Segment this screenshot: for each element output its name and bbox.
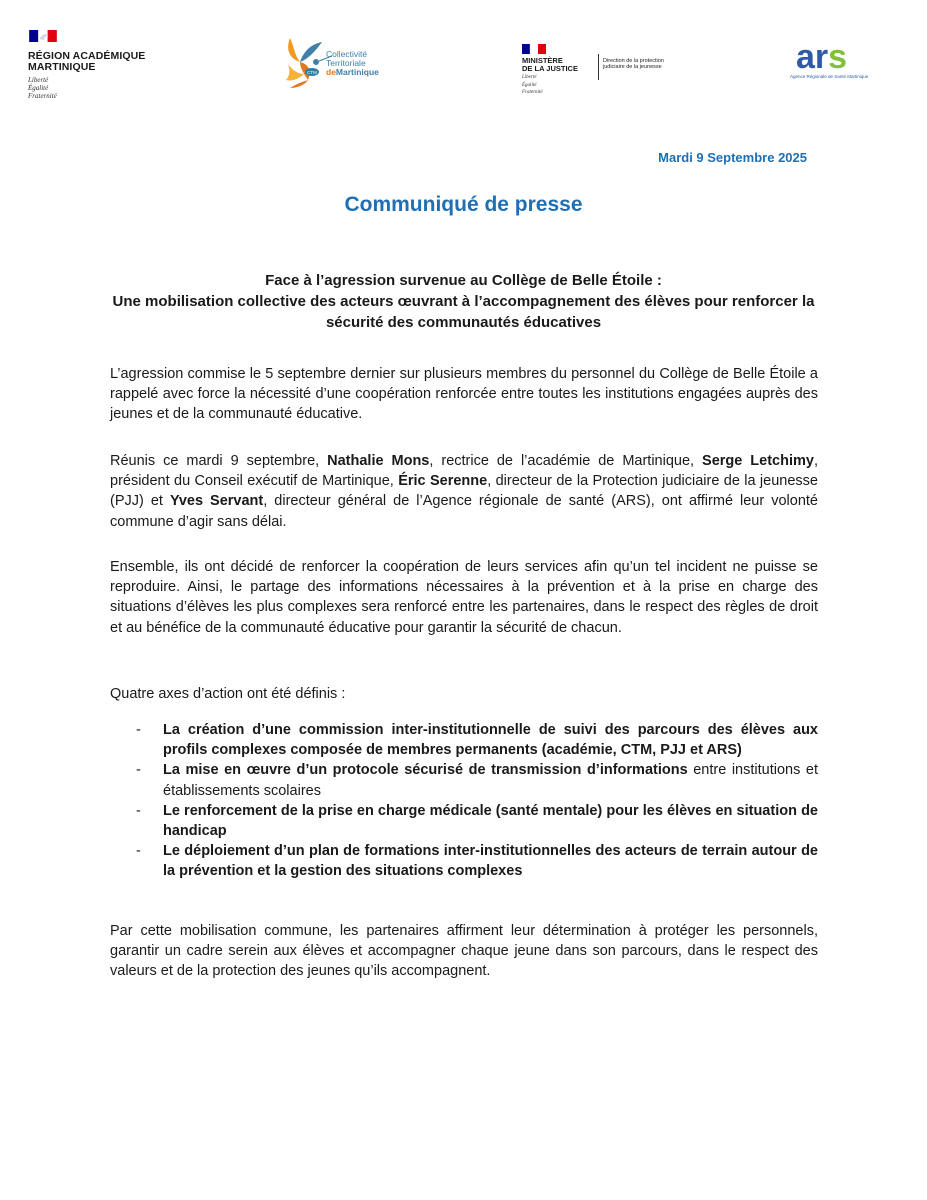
ars-subtitle: Agence Régionale de Santé Martinique [790,74,869,79]
axis-2-bold: La mise en œuvre d’un protocole sécurisé de transmission d’informations [163,762,688,779]
motto-fraternite: Fraternité [28,92,57,100]
region-logo-line1: RÉGION ACADÉMIQUE [28,50,146,62]
bullet-dash: - [136,843,141,860]
justice-motto-liberte: Liberté [522,75,537,80]
justice-logo-line2: DE LA JUSTICE [522,64,578,73]
paragraph-4: Quatre axes d’action ont été définis : [110,686,346,702]
paragraph-2 [110,451,818,532]
ars-letter-s: s [828,38,848,76]
ars-logo [786,40,876,90]
p2-text-5: , directeur général de l’Agence régionale de santé (ARS), ont affirmé leur volonté commune d’agir sans délai. [110,493,818,530]
motto-liberte: Liberté [28,76,49,84]
press-release-date: Mardi 9 Septembre 2025 [658,150,807,165]
justice-motto-egalite: Égalité [522,82,537,88]
axis-3-bold: Le renforcement de la prise en charge médicale (santé mentale) pour les élèves en situation de handicap [163,802,818,840]
ctm-logo-text [326,50,379,77]
paragraph-5: Par cette mobilisation commune, les partenaires affirment leur détermination à protéger les personnels, garantir un cadre serein aux élèves et accompagner chaque jeune dans son parcours, dans le respect des valeurs et de la protection des jeunes qu’ils accompagnent. [110,923,818,980]
ctm-logo [282,34,392,92]
ctm-de: de [326,67,336,77]
ars-wordmark [796,40,847,74]
headline-line1: Face à l’agression survenue au Collège de Belle Étoile : [265,272,662,289]
region-logo-line2: MARTINIQUE [28,61,96,73]
list-item [110,841,818,881]
axis-4-bold: Le déploiement d’un plan de formations inter-institutionnelles des acteurs de terrain autour de la prévention et la gestion des situations complexes [163,843,818,880]
ctm-line3: Martinique [335,67,379,77]
ctm-line1: Collectivité [326,49,368,59]
headline [100,270,827,333]
p2-text-2: , rectrice de l’académie de Martinique, [429,453,703,469]
ctm-line2: Territoriale [326,58,366,68]
list-item [110,760,818,800]
name-serge-letchimy: Serge Letchimy [702,453,814,469]
axis-2-rest: entre institutions et établissements scolaires [163,762,818,799]
justice-logo-line1: MINISTÈRE [522,56,563,65]
axis-1-bold: La création d’une commission inter-institutionnelle de suivi des parcours des élèves aux profils complexes composée de membres permanents (académie, CTM, PJJ et ARS) [163,722,818,759]
p2-text-1: Réunis ce mardi 9 septembre, [110,453,328,469]
marianne-flag-icon [28,30,58,42]
motto-egalite: Égalité [28,84,49,92]
marianne-flag-icon [522,44,546,54]
paragraph-1: L’agression commise le 5 septembre dernier sur plusieurs membres du personnel du Collège de Belle Étoile a rappelé avec force la nécessité d’une coopération renforcée entre toutes les institutions engagées auprès des jeunes et de la communauté éducative. [110,366,818,423]
action-axes-list [110,720,818,882]
headline-line2: Une mobilisation collective des acteurs œuvrant à l’accompagnement des élèves pour renforcer la sécurité des communautés éducatives [112,293,815,331]
justice-motto-fraternite: Fraternité [522,90,543,95]
ctm-badge: CTM [307,70,317,75]
name-yves-servant: Yves Servant [169,493,264,510]
p2-text-3: , président du Conseil exécutif de Martinique, [110,453,818,490]
logo-divider [598,54,599,80]
paragraph-3: Ensemble, ils ont décidé de renforcer la coopération de leurs services afin qu’un tel incident ne puisse se reproduire. Ainsi, le partage des informations nécessaires à la prévention et à la prise en charge des situations d’élèves les plus complexes sera renforcé entre les partenaires, dans le respect des règles de droit et au bénéfice de la communauté éducative pour garantir la sécurité de chacun. [110,559,818,636]
p2-text-4: , directeur de la Protection judiciaire de la jeunesse (PJJ) et [110,473,818,510]
bullet-dash: - [136,802,141,819]
name-eric-serenne: Éric Serenne [398,473,488,490]
bullet-dash: - [136,762,141,779]
list-item [110,801,818,841]
region-academique-logo [28,30,178,100]
ars-letters-ar: ar [796,38,829,76]
bullet-dash: - [136,722,141,738]
page-title: Communiqué de presse [344,193,583,216]
pjj-direction-label: Direction de la protection judiciaire de la jeunesse [603,58,664,70]
list-item [110,720,818,760]
ministere-justice-logo [522,44,672,96]
name-nathalie-mons: Nathalie Mons [327,453,430,469]
